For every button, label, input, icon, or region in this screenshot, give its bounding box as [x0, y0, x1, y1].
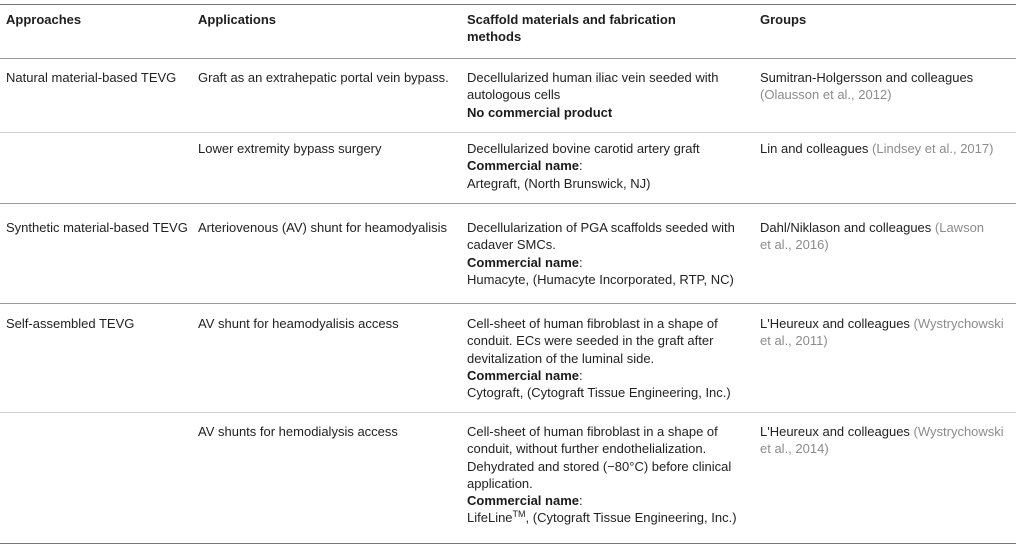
row4-group-line1: [760, 315, 1004, 332]
row5-group-line1: [760, 423, 1004, 440]
header-materials: [467, 11, 676, 46]
row3-group-ref-part1[interactable]: (Lawson: [934, 220, 985, 235]
row1-group: [760, 69, 973, 104]
row2-commercial-label-line: [467, 157, 700, 174]
row2-group-text: Lin and colleagues: [760, 141, 873, 156]
row5-commercial-value-name: LifeLine: [467, 510, 513, 526]
header-applications: Applications: [198, 12, 277, 27]
row4-materials-line1: Cell-sheet of human fibroblast in a shape of: [467, 316, 718, 331]
row5-commercial-value: [467, 509, 737, 526]
row5-group-ref-part1[interactable]: (Wystrychowski: [913, 424, 1004, 439]
row2-application: Lower extremity bypass surgery: [198, 141, 382, 156]
row4-materials: [467, 315, 731, 401]
row5-group-text: L'Heureux and colleagues: [760, 424, 914, 439]
row4-commercial-label: Commercial name: [467, 367, 579, 383]
row4-materials-line3: devitalization of the luminal side.: [467, 350, 655, 366]
rule-row4: [0, 412, 1016, 413]
header-groups: Groups: [760, 12, 807, 27]
row5-group: [760, 423, 1004, 458]
row3-group-line1: [760, 219, 984, 236]
row4-group-ref-part2[interactable]: et al., 2011): [760, 333, 828, 349]
row3-materials-line1: Decellularization of PGA scaffolds seeded with: [467, 220, 735, 235]
row2-commercial-label: Commercial name: [467, 158, 579, 174]
row5-materials-line3: Dehydrated and stored (−80°C) before clinical: [467, 458, 732, 474]
row5-commercial-label-line: [467, 492, 737, 509]
header-materials-line2: methods: [467, 29, 522, 45]
rule-bottom: [0, 543, 1016, 544]
row1-materials: [467, 69, 718, 121]
row3-group-text: Dahl/Niklason and colleagues: [760, 220, 935, 235]
row5-commercial-value-rest: , (Cytograft Tissue Engineering, Inc.): [525, 510, 737, 526]
row2-colon: :: [579, 158, 583, 174]
rule-row3: [0, 303, 1016, 304]
row3-commercial-label: Commercial name: [467, 254, 579, 270]
row2-group: [760, 140, 993, 157]
row5-materials: [467, 423, 737, 527]
row4-commercial-label-line: [467, 367, 731, 384]
row4-group-ref-part1[interactable]: (Wystrychowski: [913, 316, 1004, 331]
row2-group-ref[interactable]: (Lindsey et al., 2017): [872, 141, 994, 156]
row1-materials-line1: Decellularized human iliac vein seeded with: [467, 70, 719, 85]
row5-trademark: TM: [512, 509, 526, 520]
rule-top: [0, 4, 1016, 5]
row3-group-ref-part2[interactable]: et al., 2016): [760, 237, 829, 253]
row2-materials-line1: Decellularized bovine carotid artery graft: [467, 141, 700, 156]
row4-materials-line2: conduit. ECs were seeded in the graft after: [467, 333, 714, 349]
rule-row1: [0, 132, 1016, 133]
row5-application: AV shunts for hemodialysis access: [198, 424, 398, 439]
row4-approach: Self-assembled TEVG: [6, 316, 135, 331]
header-materials-line1: Scaffold materials and fabrication: [467, 12, 676, 27]
row3-materials-line2: cadaver SMCs.: [467, 237, 556, 253]
row1-group-line1: Sumitran-Holgersson and colleagues: [760, 70, 974, 85]
row5-colon: :: [579, 493, 583, 509]
rule-header: [0, 58, 1016, 59]
row3-approach: Synthetic material-based TEVG: [6, 220, 188, 235]
row1-approach: Natural material-based TEVG: [6, 70, 177, 85]
row5-commercial-label: Commercial name: [467, 493, 579, 509]
row3-group: [760, 219, 984, 254]
row2-materials: [467, 140, 700, 192]
row5-materials-line1: Cell-sheet of human fibroblast in a shape of: [467, 424, 718, 439]
row5-materials-line2: conduit, without further endothelialization.: [467, 441, 707, 457]
row4-colon: :: [579, 367, 583, 383]
row1-materials-line2: autologous cells: [467, 87, 561, 103]
row3-application: Arteriovenous (AV) shunt for heamodyalisis: [198, 220, 448, 235]
row3-colon: :: [579, 254, 583, 270]
header-approaches: Approaches: [6, 12, 82, 27]
row5-group-ref-part2[interactable]: et al., 2014): [760, 441, 829, 457]
row2-commercial-value: Artegraft, (North Brunswick, NJ): [467, 175, 651, 191]
row3-commercial-label-line: [467, 254, 735, 271]
row4-application: AV shunt for heamodyalisis access: [198, 316, 399, 331]
row1-application: Graft as an extrahepatic portal vein bypass.: [198, 70, 449, 85]
row4-group-text: L'Heureux and colleagues: [760, 316, 914, 331]
row1-no-commercial: No commercial product: [467, 104, 613, 120]
rule-row2: [0, 203, 1016, 204]
row3-materials: [467, 219, 735, 288]
row5-materials-line4: application.: [467, 475, 533, 491]
row4-group: [760, 315, 1004, 350]
row4-commercial-value: Cytograft, (Cytograft Tissue Engineering, Inc.): [467, 385, 731, 401]
row1-group-ref[interactable]: (Olausson et al., 2012): [760, 87, 892, 103]
row3-commercial-value: Humacyte, (Humacyte Incorporated, RTP, NC): [467, 271, 734, 287]
